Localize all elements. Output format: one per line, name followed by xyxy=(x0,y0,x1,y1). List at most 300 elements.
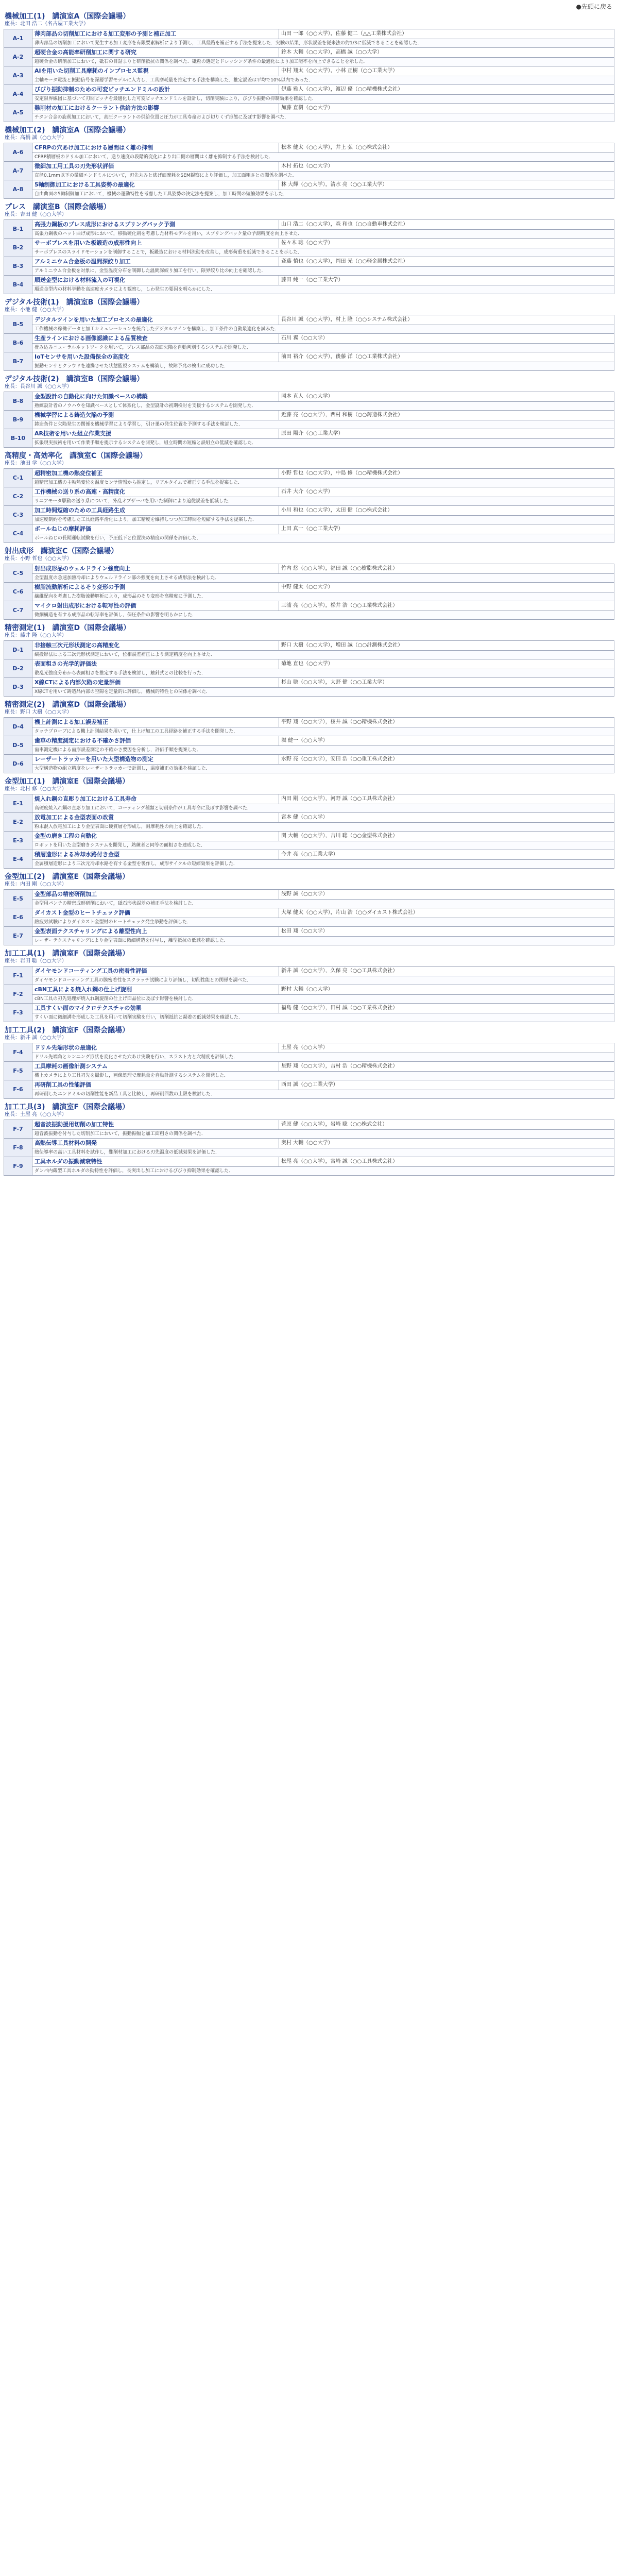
talk-title: 加工時間短縮のための工具経路生成 xyxy=(35,507,125,514)
talk-title-cell xyxy=(32,352,279,362)
talk-title-cell xyxy=(32,524,279,534)
talk-title: 表面粗さの光学的評価法 xyxy=(35,660,97,667)
talk-abstract-row xyxy=(4,95,614,104)
talk-row xyxy=(4,1004,614,1013)
talk-title: cBN工具による焼入れ鋼の仕上げ旋削 xyxy=(35,986,132,993)
talk-title-cell xyxy=(32,85,279,95)
talk-row xyxy=(4,1062,614,1072)
talk-authors: 関 大輔（○○大学），吉川 聡（○○金型株式会社） xyxy=(279,832,614,841)
talk-authors: 松田 翔（○○大学） xyxy=(279,927,614,937)
talk-id: E-5 xyxy=(4,890,32,908)
talk-id: B-9 xyxy=(4,411,32,429)
talk-abstract: cBN工具の刃先処理が焼入れ鋼旋削の仕上げ面品位に及ぼす影響を検討した． xyxy=(32,995,614,1004)
talk-title: 5軸制御加工における工具姿勢の最適化 xyxy=(35,181,135,188)
talk-row xyxy=(4,143,614,153)
talk-abstract: X線CTを用いて鋳造品内部の空隙を定量的に評価し，機械的特性との関係を調べた． xyxy=(32,688,614,697)
session-chair: 座長：北村 修（○○大学） xyxy=(5,786,67,792)
session-header xyxy=(4,297,614,315)
session-block xyxy=(4,623,614,697)
talk-title-cell xyxy=(32,315,279,325)
talk-table xyxy=(4,717,614,773)
talk-abstract: 繊維配向を考慮した樹脂流動解析により，成形品のそり変形を高精度に予測した． xyxy=(32,592,614,601)
talk-row xyxy=(4,1157,614,1167)
talk-abstract-row xyxy=(4,58,614,66)
session-chair: 座長：岩田 聡（○○大学） xyxy=(5,958,67,964)
talk-title-cell xyxy=(32,29,279,39)
talk-title: レーザートラッカーを用いた大型構造物の測定 xyxy=(35,756,153,762)
talk-id: D-2 xyxy=(4,659,32,678)
session-block xyxy=(4,374,614,448)
talk-authors: 中村 翔太（○○大学），小林 正樹（○○工業大学） xyxy=(279,66,614,76)
talk-title-cell xyxy=(32,1043,279,1053)
talk-abstract: 金属積層造形により三次元冷却水路を有する金型を製作し，成形サイクルの短縮効果を評価した． xyxy=(32,860,614,869)
talk-table xyxy=(4,564,614,620)
talk-id: C-7 xyxy=(4,601,32,620)
talk-title: 超硬合金の高能率研削加工に関する研究 xyxy=(35,49,136,56)
talk-abstract-row xyxy=(4,76,614,85)
talk-title-cell xyxy=(32,601,279,611)
talk-authors: 今井 亮（○○工業大学） xyxy=(279,850,614,860)
talk-title-cell xyxy=(32,659,279,669)
talk-title-cell xyxy=(32,678,279,688)
session-chair: 座長：長谷川 誠（○○大学） xyxy=(5,384,72,389)
talk-title-cell xyxy=(32,1080,279,1090)
talk-title-cell xyxy=(32,927,279,937)
talk-title-cell xyxy=(32,1139,279,1148)
talk-table xyxy=(4,889,614,945)
talk-id: B-1 xyxy=(4,220,32,239)
talk-title-cell xyxy=(32,890,279,900)
talk-abstract-row xyxy=(4,420,614,429)
talk-abstract-row xyxy=(4,344,614,352)
talk-row xyxy=(4,1139,614,1148)
talk-abstract: 超硬合金の研削加工において，砥石の目詰まりと研削抵抗の関係を調べた．砥粒の選定とドレッシング条件の最適化により加工能率を向上できることを示した． xyxy=(32,58,614,66)
talk-row xyxy=(4,66,614,76)
talk-abstract: 金型用パンチの精密成形研削において，砥石形状誤差の補正手法を検討した． xyxy=(32,900,614,908)
talk-authors: 堀 健一（○○大学） xyxy=(279,736,614,746)
talk-abstract-row xyxy=(4,611,614,620)
talk-title: 生産ラインにおける画像認識による品質検査 xyxy=(35,335,148,342)
session-chair: 座長：小野 哲也（○○大学） xyxy=(5,556,72,562)
talk-id: F-1 xyxy=(4,967,32,985)
talk-abstract-row xyxy=(4,285,614,294)
talk-title: 工具摩耗の画像計測システム xyxy=(35,1063,108,1070)
talk-abstract: ダンパ内蔵型工具ホルダの動特性を評価し，長突出し加工におけるびびり抑制効果を確認した． xyxy=(32,1167,614,1176)
talk-id: B-7 xyxy=(4,352,32,371)
talk-authors: 菅原 健（○○大学），岩崎 聡（○○株式会社） xyxy=(279,1120,614,1130)
talk-id: C-3 xyxy=(4,506,32,524)
talk-row xyxy=(4,315,614,325)
talk-title: ダイカスト金型のヒートチェック評価 xyxy=(35,909,130,916)
talk-abstract: ドリル先端角とシンニング形状を変化させた穴あけ実験を行い，スラスト力と穴精度を評価した． xyxy=(32,1053,614,1062)
talk-authors: 前田 裕介（○○大学），後藤 洋（○○工業株式会社） xyxy=(279,352,614,362)
session-block xyxy=(4,948,614,1022)
session-block xyxy=(4,700,614,773)
session-title: 金型加工(1) 講演室E（国際会議場） xyxy=(5,777,130,786)
talk-id: A-3 xyxy=(4,66,32,85)
talk-id: C-6 xyxy=(4,583,32,601)
talk-authors: 小野 哲也（○○大学），中島 修（○○精機株式会社） xyxy=(279,469,614,479)
talk-id: D-5 xyxy=(4,736,32,755)
talk-id: C-4 xyxy=(4,524,32,543)
session-header xyxy=(4,451,614,468)
talk-table xyxy=(4,1120,614,1176)
talk-id: E-3 xyxy=(4,832,32,850)
talk-title-cell xyxy=(32,220,279,230)
talk-abstract-row xyxy=(4,860,614,869)
talk-title: ドリル先端形状の最適化 xyxy=(35,1044,97,1051)
talk-row xyxy=(4,659,614,669)
talk-title-cell xyxy=(32,755,279,765)
session-title: 機械加工(2) 講演室A（国際会議場） xyxy=(5,126,130,134)
talk-abstract: 薄肉部品の切削加工において発生する加工変形を有限要素解析により予測し，工具経路を補正する手法を提案した．実験の結果，形状誤差を従来法の約1/3に低減できることを確認した． xyxy=(32,39,614,48)
talk-title-cell xyxy=(32,257,279,267)
talk-abstract: アルミニウム合金板を対象に，金型温度分布を制御した温間深絞り加工を行い，限界絞り比の向上を確認した． xyxy=(32,267,614,276)
talk-id: F-5 xyxy=(4,1062,32,1080)
talk-authors: 大塚 健太（○○大学），片山 浩（○○ダイカスト株式会社） xyxy=(279,908,614,918)
talk-abstract: 再研削したエンドミルの切削性能を新品工具と比較し，再研削回数の上限を検討した． xyxy=(32,1090,614,1099)
session-chair: 座長：小池 健（○○大学） xyxy=(5,307,67,313)
talk-title: サーボプレスを用いた板鍛造の成形性向上 xyxy=(35,240,142,246)
talk-abstract: 鋳造条件と欠陥発生の関係を機械学習により学習し，引け巣の発生位置を予測する手法を検討した． xyxy=(32,420,614,429)
talk-row xyxy=(4,352,614,362)
talk-abstract-row xyxy=(4,362,614,371)
talk-title-cell xyxy=(32,1120,279,1130)
talk-title-cell xyxy=(32,967,279,976)
session-chair: 座長：藤井 隆（○○大学） xyxy=(5,633,67,638)
talk-abstract: すくい面に微細溝を形成した工具を用いて切削実験を行い，切削抵抗と凝着の低減効果を確認した． xyxy=(32,1013,614,1022)
talk-id: E-7 xyxy=(4,927,32,945)
talk-id: C-1 xyxy=(4,469,32,487)
talk-id: B-5 xyxy=(4,315,32,334)
talk-abstract-row xyxy=(4,995,614,1004)
talk-abstract-row xyxy=(4,1148,614,1157)
talk-id: B-8 xyxy=(4,392,32,411)
session-header xyxy=(4,700,614,717)
talk-row xyxy=(4,487,614,497)
talk-abstract: 粉末混入放電加工により金型表面に硬質層を形成し，耐摩耗性の向上を確認した． xyxy=(32,823,614,832)
talk-id: B-10 xyxy=(4,429,32,448)
talk-table xyxy=(4,966,614,1022)
talk-title-cell xyxy=(32,718,279,727)
talk-authors: 松本 健太（○○大学），井上 弘（○○株式会社） xyxy=(279,143,614,153)
talk-id: E-1 xyxy=(4,794,32,813)
talk-title: 樹脂流動解析によるそり変形の予測 xyxy=(35,584,125,590)
talk-title-cell xyxy=(32,392,279,402)
talk-abstract-row xyxy=(4,900,614,908)
talk-row xyxy=(4,678,614,688)
talk-abstract: チタン合金の旋削加工において，高圧クーラントの供給位置と圧力が工具寿命および切りくず形態に及ぼす影響を調べた． xyxy=(32,113,614,122)
talk-abstract-row xyxy=(4,574,614,583)
talk-title: CFRPの穴あけ加工における層間はく離の抑制 xyxy=(35,144,153,151)
talk-abstract: 縞投影法による三次元形状測定において，位相誤差補正により測定精度を向上させた． xyxy=(32,651,614,659)
talk-title: 高熱伝導工具材料の開発 xyxy=(35,1140,97,1146)
talk-title: 薄肉部品の切削加工における加工変形の予測と補正加工 xyxy=(35,30,176,37)
session-title: プレス 講演室B（国際会議場） xyxy=(5,203,111,211)
talk-abstract: 高硬度焼入れ鋼の直彫り加工において，コーティング種類と切削条件が工具寿命に及ぼす影響を調べた． xyxy=(32,804,614,813)
talk-table xyxy=(4,219,614,294)
talk-title-cell xyxy=(32,104,279,113)
talk-authors: 浅野 誠（○○大学） xyxy=(279,890,614,900)
talk-title: 微細加工用工具の刃先形状評価 xyxy=(35,163,114,170)
talk-abstract-row xyxy=(4,1072,614,1080)
talk-authors: 藤田 純一（○○工業大学） xyxy=(279,276,614,285)
talk-row xyxy=(4,564,614,574)
session-block xyxy=(4,297,614,371)
talk-id: B-6 xyxy=(4,334,32,352)
talk-authors: 福島 健（○○大学），田村 誠（○○工業株式会社） xyxy=(279,1004,614,1013)
talk-id: E-2 xyxy=(4,813,32,832)
session-block xyxy=(4,546,614,620)
talk-authors: 佐々木 聡（○○大学） xyxy=(279,239,614,248)
talk-abstract-row xyxy=(4,1090,614,1099)
talk-row xyxy=(4,276,614,285)
talk-abstract-row xyxy=(4,172,614,180)
talk-id: D-4 xyxy=(4,718,32,736)
talk-row xyxy=(4,180,614,190)
session-title: 高精度・高効率化 講演室C（国際会議場） xyxy=(5,452,147,460)
talk-title-cell xyxy=(32,985,279,995)
talk-abstract: 超音波振動を付与した切削加工において，振動振幅と加工面粗さの関係を調べた． xyxy=(32,1130,614,1139)
talk-row xyxy=(4,850,614,860)
talk-authors: 鈴木 大輔（○○大学），高橋 誠（○○大学） xyxy=(279,48,614,58)
talk-authors: 三浦 亮（○○大学），松井 浩（○○工業株式会社） xyxy=(279,601,614,611)
talk-id: B-3 xyxy=(4,257,32,276)
talk-abstract: 自由曲面の5軸制御加工において，機械の運動特性を考慮した工具姿勢の決定法を提案し，加工時間の短縮効果を示した． xyxy=(32,190,614,199)
talk-authors: 長谷川 誠（○○大学），村上 隆（○○システム株式会社） xyxy=(279,315,614,325)
talk-abstract: 直径0.1mm以下の微細エンドミルについて，刃先丸みと逃げ面摩耗をSEM観察により評価し，加工面粗さとの関係を調べた． xyxy=(32,172,614,180)
session-block xyxy=(4,776,614,869)
talk-row xyxy=(4,755,614,765)
talk-abstract: 超精密加工機の主軸熱変位を温度センサ情報から推定し，リアルタイムで補正する手法を提案した． xyxy=(32,479,614,487)
talk-id: A-4 xyxy=(4,85,32,104)
talk-authors: 上田 真一（○○工業大学） xyxy=(279,524,614,534)
session-title: 加工工具(1) 講演室F（国際会議場） xyxy=(5,950,130,958)
talk-authors: 近藤 亮（○○大学），西村 和樹（○○鋳造株式会社） xyxy=(279,411,614,420)
talk-title-cell xyxy=(32,180,279,190)
talk-abstract: 金型温度の急速加熱冷却によりウェルドライン部の強度を向上させる成形法を検討した． xyxy=(32,574,614,583)
talk-title-cell xyxy=(32,794,279,804)
talk-id: F-4 xyxy=(4,1043,32,1062)
talk-abstract: 高張力鋼板のハット曲げ成形において，移動硬化則を考慮した材料モデルを用い，スプリングバック量の予測精度を向上させた． xyxy=(32,230,614,239)
talk-authors: 山口 浩二（○○大学），森 和也（○○自動車株式会社） xyxy=(279,220,614,230)
talk-table xyxy=(4,143,614,199)
talk-title: 歯車の精度測定における不確かさ評価 xyxy=(35,737,131,744)
talk-id: B-4 xyxy=(4,276,32,294)
talk-abstract: ダイヤモンドコーティング工具の膜密着性をスクラッチ試験により評価し，切削性能との関係を調べた． xyxy=(32,976,614,985)
talk-id: C-2 xyxy=(4,487,32,506)
talk-title: 金型設計の自動化に向けた知識ベースの構築 xyxy=(35,393,148,400)
talk-title-cell xyxy=(32,641,279,651)
program-page xyxy=(4,0,614,1176)
session-header xyxy=(4,1025,614,1043)
talk-authors: 石川 翼（○○大学） xyxy=(279,334,614,344)
talk-authors: 木村 拓也（○○大学） xyxy=(279,162,614,172)
talk-row xyxy=(4,1120,614,1130)
talk-row xyxy=(4,794,614,804)
talk-title: 積層造形による冷却水路付き金型 xyxy=(35,851,119,858)
talk-row xyxy=(4,29,614,39)
talk-title-cell xyxy=(32,239,279,248)
talk-title-cell xyxy=(32,1004,279,1013)
talk-row xyxy=(4,736,614,746)
session-chair: 座長：吉田 健（○○大学） xyxy=(5,212,67,217)
session-chair: 座長：土屋 亮（○○大学） xyxy=(5,1112,67,1117)
talk-table xyxy=(4,640,614,697)
talk-row xyxy=(4,641,614,651)
talk-authors: 伊藤 雅人（○○大学），渡辺 優（○○精機株式会社） xyxy=(279,85,614,95)
session-header xyxy=(4,546,614,564)
talk-authors: 石井 大介（○○大学） xyxy=(279,487,614,497)
talk-authors: 杉山 聡（○○大学），大野 健（○○工業大学） xyxy=(279,678,614,688)
talk-abstract-row xyxy=(4,516,614,524)
talk-authors: 新井 誠（○○大学），久保 亮（○○工具株式会社） xyxy=(279,967,614,976)
session-title: 精密測定(2) 講演室D（国際会議場） xyxy=(5,701,131,709)
talk-authors: 水野 亮（○○大学），安田 浩（○○重工株式会社） xyxy=(279,755,614,765)
talk-title: 機械学習による鋳造欠陥の予測 xyxy=(35,412,114,418)
talk-title-cell xyxy=(32,850,279,860)
talk-row xyxy=(4,583,614,592)
session-list xyxy=(4,11,614,1176)
session-header xyxy=(4,125,614,143)
talk-title-cell xyxy=(32,334,279,344)
talk-id: D-1 xyxy=(4,641,32,659)
talk-row xyxy=(4,257,614,267)
talk-id: D-6 xyxy=(4,755,32,773)
back-to-top-link[interactable]: ●先頭に戻る xyxy=(576,3,612,10)
talk-authors: 原田 陽介（○○工業大学） xyxy=(279,429,614,439)
talk-authors: 菊地 直也（○○大学） xyxy=(279,659,614,669)
talk-abstract: 主軸モータ電流と振動信号を深層学習モデルに入力し，工具摩耗量を推定する手法を構築した．推定誤差は平均で10%以内であった． xyxy=(32,76,614,85)
talk-id: A-2 xyxy=(4,48,32,66)
talk-title: 超精密加工機の熱変位補正 xyxy=(35,470,102,477)
talk-id: F-7 xyxy=(4,1120,32,1139)
talk-title-cell xyxy=(32,143,279,153)
talk-abstract-row xyxy=(4,937,614,945)
talk-abstract-row xyxy=(4,1053,614,1062)
talk-abstract-row xyxy=(4,841,614,850)
session-chair: 座長：野口 大樹（○○大学） xyxy=(5,709,72,715)
talk-abstract-row xyxy=(4,39,614,48)
talk-title: 順送金型における材料流入の可視化 xyxy=(35,277,125,283)
talk-abstract-row xyxy=(4,976,614,985)
talk-abstract: 熱伝導率の高い工具材料を試作し，難削材加工における刃先温度の低減効果を評価した． xyxy=(32,1148,614,1157)
talk-abstract-row xyxy=(4,727,614,736)
talk-row xyxy=(4,469,614,479)
talk-abstract: 工作機械の稼働データと加工シミュレーションを統合したデジタルツインを構築し，加工条件の自動最適化を試みた． xyxy=(32,325,614,334)
talk-authors: 斎藤 慎也（○○大学），岡田 光（○○軽金属株式会社） xyxy=(279,257,614,267)
session-header xyxy=(4,872,614,889)
talk-title: IoTセンサを用いた設備保全の高度化 xyxy=(35,353,130,360)
talk-abstract-row xyxy=(4,248,614,257)
session-block xyxy=(4,1102,614,1176)
talk-authors: 内田 剛（○○大学），河野 誠（○○工具株式会社） xyxy=(279,794,614,804)
talk-title-cell xyxy=(32,813,279,823)
session-chair: 座長：北田 浩二（名古屋工業大学） xyxy=(5,21,89,27)
talk-authors: 中野 健太（○○大学） xyxy=(279,583,614,592)
talk-row xyxy=(4,832,614,841)
talk-id: B-2 xyxy=(4,239,32,257)
talk-table xyxy=(4,392,614,448)
talk-title-cell xyxy=(32,469,279,479)
talk-authors: 西田 誠（○○工業大学） xyxy=(279,1080,614,1090)
talk-title-cell xyxy=(32,506,279,516)
talk-row xyxy=(4,48,614,58)
session-header xyxy=(4,1102,614,1120)
talk-abstract-row xyxy=(4,402,614,411)
session-title: デジタル技術(1) 講演室B（国際会議場） xyxy=(5,298,144,307)
talk-title: 工具ホルダの振動減衰特性 xyxy=(35,1158,102,1165)
talk-id: A-6 xyxy=(4,143,32,162)
talk-title-cell xyxy=(32,487,279,497)
talk-authors: 野口 大樹（○○大学），増田 誠（○○計測株式会社） xyxy=(279,641,614,651)
talk-title: 機上計測による加工誤差補正 xyxy=(35,719,108,725)
talk-abstract-row xyxy=(4,592,614,601)
talk-id: E-6 xyxy=(4,908,32,927)
session-block xyxy=(4,451,614,543)
session-header xyxy=(4,11,614,29)
talk-row xyxy=(4,813,614,823)
talk-abstract: サーボプレスのスライドモーションを制御することで，板鍛造における材料流動を改善し，成形荷重を低減できることを示した． xyxy=(32,248,614,257)
talk-abstract-row xyxy=(4,534,614,543)
talk-row xyxy=(4,524,614,534)
talk-row xyxy=(4,601,614,611)
session-chair: 座長：内田 剛（○○大学） xyxy=(5,882,67,887)
session-block xyxy=(4,202,614,294)
talk-abstract: 大型構造物の組立精度をレーザートラッカーで計測し，温度補正の効果を検証した． xyxy=(32,765,614,773)
talk-abstract-row xyxy=(4,688,614,697)
session-header xyxy=(4,202,614,219)
talk-row xyxy=(4,85,614,95)
talk-title: 焼入れ鋼の直彫り加工における工具寿命 xyxy=(35,795,136,802)
talk-abstract-row xyxy=(4,267,614,276)
talk-row xyxy=(4,429,614,439)
talk-authors: 奥村 大輔（○○大学） xyxy=(279,1139,614,1148)
talk-title-cell xyxy=(32,1062,279,1072)
talk-table xyxy=(4,794,614,869)
talk-authors: 星野 翔（○○大学），吉村 浩（○○精機株式会社） xyxy=(279,1062,614,1072)
talk-authors: 山田 一郎（○○大学），佐藤 健二（△△工業株式会社） xyxy=(279,29,614,39)
session-block xyxy=(4,1025,614,1099)
talk-abstract-row xyxy=(4,746,614,755)
talk-abstract-row xyxy=(4,325,614,334)
talk-abstract: リニアモータ駆動の送り系について，外乱オブザーバを用いた制御により追従誤差を低減した． xyxy=(32,497,614,506)
talk-abstract: 畳み込みニューラルネットワークを用いて，プレス部品の表面欠陥を自動判別するシステムを開発した． xyxy=(32,344,614,352)
talk-row xyxy=(4,506,614,516)
talk-title: びびり振動抑制のための可変ピッチエンドミルの設計 xyxy=(35,86,170,93)
talk-id: A-8 xyxy=(4,180,32,199)
talk-row xyxy=(4,890,614,900)
talk-title-cell xyxy=(32,429,279,439)
talk-abstract: 熟練設計者のノウハウを知識ベースとして体系化し，金型設計の初期検討を支援するシステムを開発した． xyxy=(32,402,614,411)
session-title: 加工工具(2) 講演室F（国際会議場） xyxy=(5,1026,130,1035)
talk-row xyxy=(4,1080,614,1090)
talk-title-cell xyxy=(32,411,279,420)
talk-title: AR技術を用いた組立作業支援 xyxy=(35,430,111,437)
talk-abstract: 順送金型内の材料挙動を高速度カメラにより観察し，しわ発生の要因を明らかにした． xyxy=(32,285,614,294)
talk-row xyxy=(4,334,614,344)
talk-title: デジタルツインを用いた加工プロセスの最適化 xyxy=(35,316,153,323)
talk-title: 難削材の加工におけるクーラント供給方法の影響 xyxy=(35,105,159,111)
session-chair: 座長：新井 誠（○○大学） xyxy=(5,1035,67,1041)
talk-abstract: 機上カメラにより工具刃先を撮影し，画像処理で摩耗量を自動計測するシステムを開発した． xyxy=(32,1072,614,1080)
talk-id: F-8 xyxy=(4,1139,32,1157)
talk-abstract: ロボットを用いた金型磨きシステムを開発し，熟練者と同等の面粗さを達成した． xyxy=(32,841,614,850)
talk-authors: 野村 大輔（○○大学） xyxy=(279,985,614,995)
talk-id: F-3 xyxy=(4,1004,32,1022)
session-title: 射出成形 講演室C（国際会議場） xyxy=(5,547,118,555)
session-block xyxy=(4,872,614,945)
